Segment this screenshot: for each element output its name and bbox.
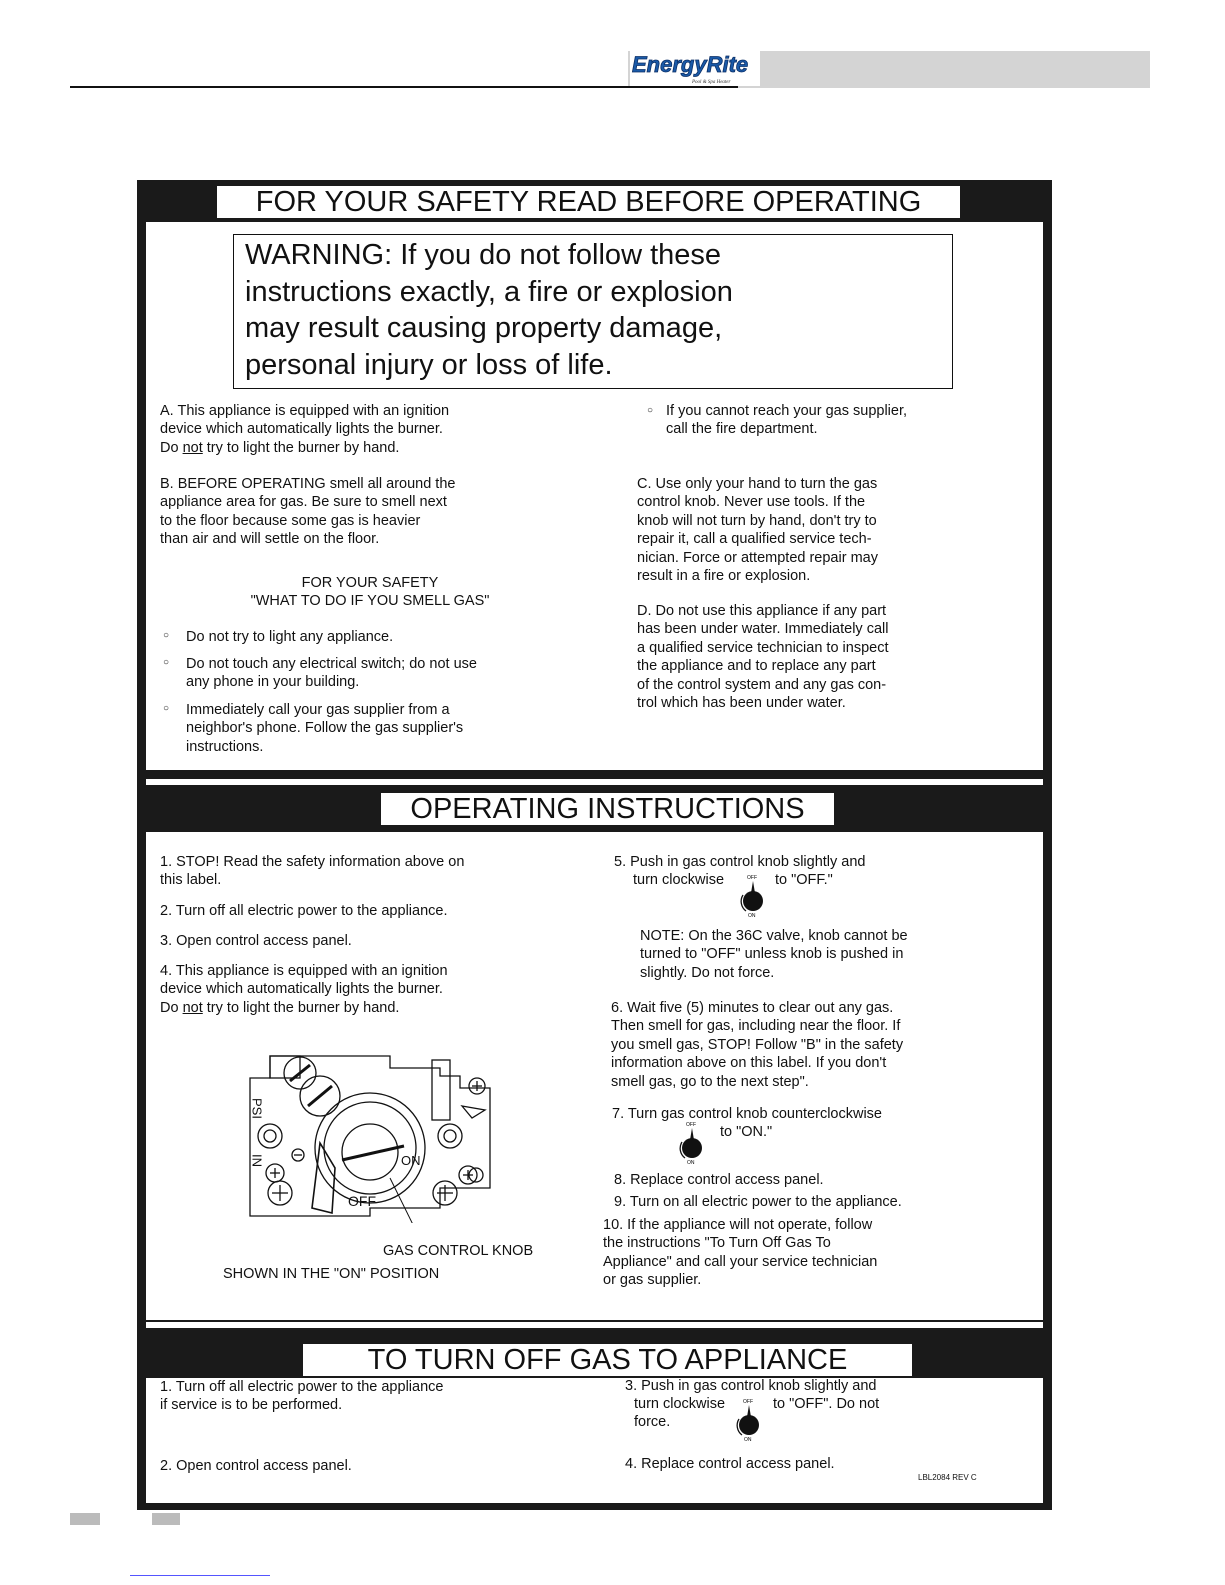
footer-mark bbox=[70, 1513, 100, 1525]
diagram-off-label: OFF bbox=[348, 1193, 376, 1209]
safety-item-c: C. Use only your hand to turn the gas control knob. Never use tools. If the knob will not turn by hand, don't try to repair it, call a qualified service tech- nician. Force or attempted repair may result in a fire or explosion. bbox=[637, 476, 878, 585]
safety-item-a: A. This appliance is equipped with an ignition device which automatically lights the burner. Do not try to light the burner by hand. bbox=[160, 403, 450, 456]
turnoff-step-3-force: force. bbox=[634, 1414, 671, 1430]
svg-text:ON: ON bbox=[748, 913, 756, 917]
operating-note: NOTE: On the 36C valve, knob cannot be turned to "OFF" unless knob is pushed in slightly. Do not force. bbox=[640, 928, 908, 981]
smell-gas-bullet: Immediately call your gas supplier from a neighbor's phone. Follow the gas supplier's instructions. bbox=[186, 702, 464, 755]
bullet-icon: ○ bbox=[163, 703, 170, 714]
turnoff-step-3-turn: turn clockwise bbox=[634, 1396, 726, 1412]
operating-step-7-target: to "ON." bbox=[720, 1124, 773, 1140]
svg-text:OFF: OFF bbox=[743, 1399, 753, 1405]
operating-step-7: 7. Turn gas control knob counterclockwise bbox=[612, 1106, 882, 1122]
header-rule bbox=[70, 86, 738, 88]
operating-step-8: 8. Replace control access panel. bbox=[614, 1172, 824, 1188]
smell-gas-heading: FOR YOUR SAFETY "WHAT TO DO IF YOU SMELL GAS" bbox=[250, 575, 490, 610]
safety-item-b: B. BEFORE OPERATING smell all around the appliance area for gas. Be sure to smell next to the floor because some gas is heavier than air and will settle on the floor. bbox=[160, 476, 456, 548]
turnoff-step-4: 4. Replace control access panel. bbox=[625, 1456, 835, 1472]
smell-gas-bullet: Do not try to light any appliance. bbox=[186, 629, 394, 645]
warning-box: WARNING: If you do not follow these instructions exactly, a fire or explosion may result causing property damage, personal injury or loss of life. bbox=[233, 234, 953, 389]
operating-step-1: 1. STOP! Read the safety information above on this label. bbox=[160, 854, 465, 889]
operating-step-9: 9. Turn on all electric power to the appliance. bbox=[614, 1194, 902, 1210]
safety-title: FOR YOUR SAFETY READ BEFORE OPERATING bbox=[217, 186, 960, 218]
operating-title: OPERATING INSTRUCTIONS bbox=[381, 793, 834, 825]
footer-rule bbox=[130, 1575, 270, 1576]
label-code: LBL2084 REV C bbox=[918, 1473, 977, 1482]
bullet-icon: ○ bbox=[163, 630, 170, 641]
operating-step-5: 5. Push in gas control knob slightly and bbox=[614, 854, 866, 870]
smell-gas-bullet: Do not touch any electrical switch; do not use any phone in your building. bbox=[186, 656, 477, 691]
svg-text:OFF: OFF bbox=[686, 1122, 696, 1128]
diagram-caption: SHOWN IN THE "ON" POSITION bbox=[223, 1266, 440, 1282]
diagram-in-label: IN bbox=[249, 1154, 265, 1167]
section-divider bbox=[146, 779, 1043, 785]
turnoff-title: TO TURN OFF GAS TO APPLIANCE bbox=[303, 1344, 912, 1376]
svg-text:ON: ON bbox=[744, 1437, 752, 1441]
svg-text:ON: ON bbox=[687, 1160, 695, 1164]
operating-step-3: 3. Open control access panel. bbox=[160, 933, 352, 949]
bullet-icon: ○ bbox=[647, 405, 654, 416]
logo-tagline: Pool & Spa Heater bbox=[692, 80, 731, 85]
diagram-on-label: ON bbox=[401, 1153, 421, 1168]
knob-clockwise-icon bbox=[732, 1397, 766, 1441]
turnoff-step-3: 3. Push in gas control knob slightly and bbox=[625, 1378, 877, 1394]
operating-step-4: 4. This appliance is equipped with an ignition device which automatically lights the burner. Do not try to light the burner by hand. bbox=[160, 963, 448, 1016]
diagram-caption: GAS CONTROL KNOB bbox=[383, 1243, 534, 1259]
turnoff-step-2: 2. Open control access panel. bbox=[160, 1458, 352, 1474]
operating-step-5-target: to "OFF." bbox=[775, 872, 833, 888]
gas-valve-diagram bbox=[240, 1048, 510, 1223]
knob-counterclockwise-icon bbox=[675, 1120, 709, 1164]
diagram-psi-label: PSI bbox=[249, 1098, 265, 1119]
turnoff-step-1: 1. Turn off all electric power to the appliance if service is to be performed. bbox=[160, 1379, 444, 1414]
operating-step-6: 6. Wait five (5) minutes to clear out any gas. Then smell for gas, including near the floor. If you smell gas, STOP! Follow "B" in the safety information above on this label. If you don't smell gas, go to the next step". bbox=[611, 1000, 904, 1090]
bullet-icon: ○ bbox=[163, 657, 170, 668]
section-divider bbox=[146, 1322, 1043, 1328]
footer-mark bbox=[152, 1513, 180, 1525]
turnoff-step-3-target: to "OFF". Do not bbox=[773, 1396, 880, 1412]
brand-logo bbox=[630, 50, 770, 86]
knob-clockwise-icon bbox=[736, 873, 770, 917]
logo-wordmark: EnergyRite bbox=[632, 52, 749, 77]
safety-item-d: D. Do not use this appliance if any part has been under water. Immediately call a qualified service technician to inspect the appliance and to replace any part of the control system and any gas con- trol which has been under water. bbox=[637, 603, 889, 712]
smell-gas-bullet: If you cannot reach your gas supplier, call the fire department. bbox=[666, 403, 908, 438]
operating-step-2: 2. Turn off all electric power to the appliance. bbox=[160, 903, 448, 919]
svg-text:OFF: OFF bbox=[747, 875, 757, 881]
operating-step-5-turn: turn clockwise bbox=[633, 872, 725, 888]
operating-step-10: 10. If the appliance will not operate, follow the instructions "To Turn Off Gas To Appliance" and call your service technician or gas supplier. bbox=[603, 1217, 878, 1289]
